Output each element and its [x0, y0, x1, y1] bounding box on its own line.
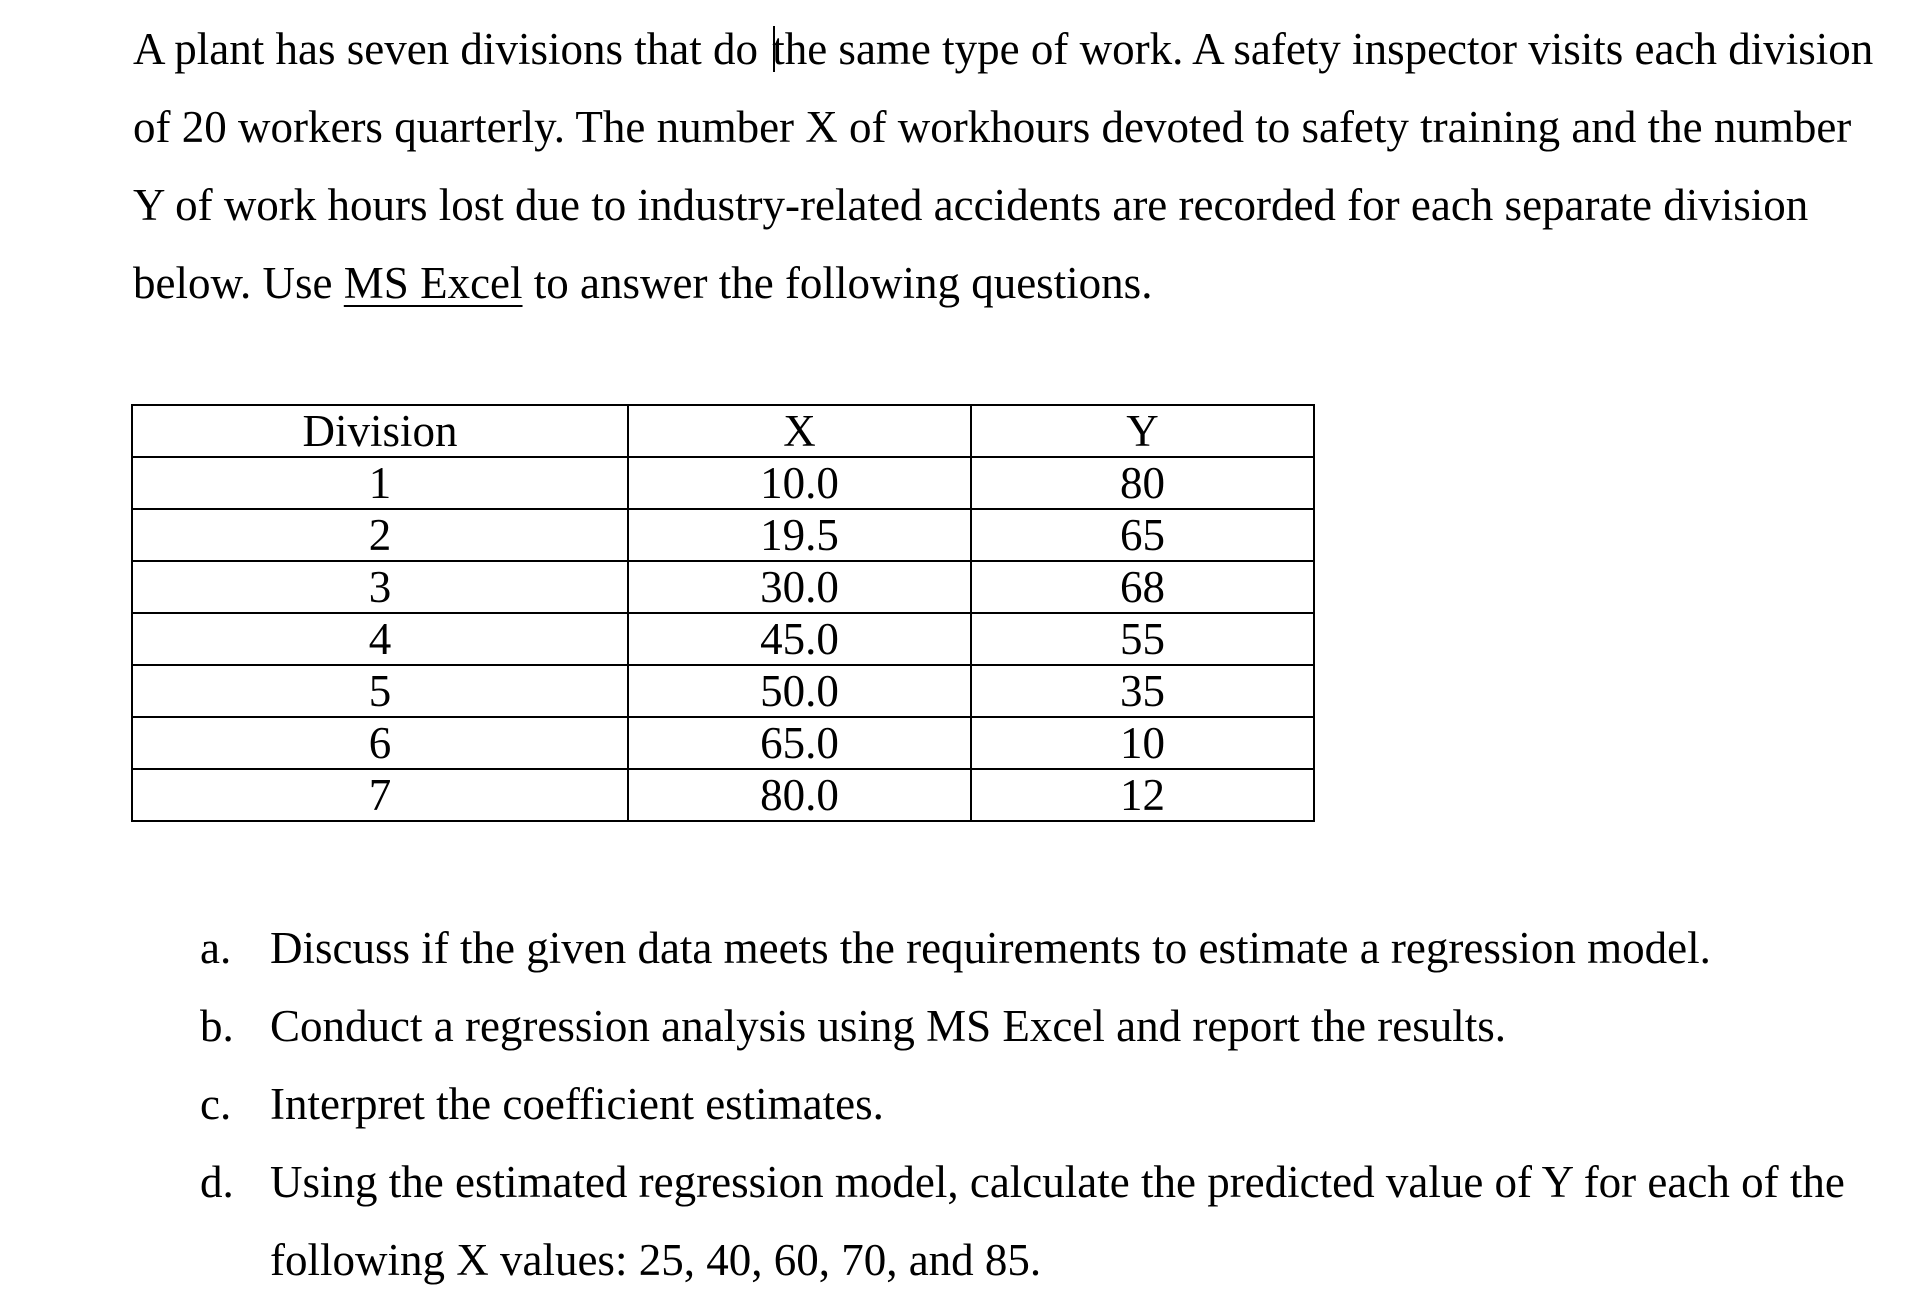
header-y: Y	[971, 405, 1314, 457]
table-row	[132, 665, 1314, 717]
cell-y: 55	[971, 613, 1314, 665]
cell-x: 10.0	[628, 457, 971, 509]
statement-line-1	[133, 10, 1913, 88]
cell-x: 30.0	[628, 561, 971, 613]
cell-y: 68	[971, 561, 1314, 613]
question-text: following X values: 25, 40, 60, 70, and 85.	[270, 1235, 1042, 1285]
cell-y: 80	[971, 457, 1314, 509]
cell-division: 2	[132, 509, 628, 561]
header-x: X	[628, 405, 971, 457]
problem-statement	[133, 10, 1913, 322]
cell-y: 12	[971, 769, 1314, 821]
cell-x: 19.5	[628, 509, 971, 561]
cell-division: 3	[132, 561, 628, 613]
question-d	[200, 1143, 1910, 1221]
table-header-row	[132, 405, 1314, 457]
statement-line-3: Y of work hours lost due to industry-related accidents are recorded for each separate division	[133, 180, 1809, 230]
cell-y: 35	[971, 665, 1314, 717]
table-row	[132, 769, 1314, 821]
table-row	[132, 509, 1314, 561]
cell-x: 65.0	[628, 717, 971, 769]
statement-line-2: of 20 workers quarterly. The number X of workhours devoted to safety training and the number	[133, 102, 1852, 152]
question-letter: b.	[200, 1001, 234, 1051]
table-header	[132, 405, 1314, 457]
table-row	[132, 717, 1314, 769]
question-letter: c.	[200, 1079, 232, 1129]
cell-x: 80.0	[628, 769, 971, 821]
question-text: Conduct a regression analysis using MS Excel and report the results.	[270, 1001, 1507, 1051]
question-letter: a.	[200, 923, 232, 973]
statement-text: to answer the following questions.	[522, 258, 1153, 308]
cell-y: 65	[971, 509, 1314, 561]
question-text: Discuss if the given data meets the requirements to estimate a regression model.	[270, 923, 1711, 973]
question-list	[200, 909, 1910, 1299]
cell-division: 4	[132, 613, 628, 665]
cell-division: 6	[132, 717, 628, 769]
question-letter: d.	[200, 1157, 234, 1207]
question-d-continuation	[200, 1221, 1910, 1299]
ms-excel-underlined-text: MS Excel	[343, 258, 523, 308]
statement-text: A plant has seven divisions that do	[133, 24, 770, 74]
table-body	[132, 457, 1314, 821]
table-row	[132, 613, 1314, 665]
cell-division: 1	[132, 457, 628, 509]
table-row	[132, 561, 1314, 613]
question-text: Using the estimated regression model, calculate the predicted value of Y for each of the	[270, 1157, 1845, 1207]
question-c	[200, 1065, 1910, 1143]
statement-line-4	[133, 244, 1913, 322]
question-a	[200, 909, 1910, 987]
cell-x: 50.0	[628, 665, 971, 717]
statement-text: below. Use	[133, 258, 344, 308]
question-b	[200, 987, 1910, 1065]
question-text: Interpret the coefficient estimates.	[270, 1079, 884, 1129]
cell-y: 10	[971, 717, 1314, 769]
data-table	[131, 404, 1315, 822]
table-row	[132, 457, 1314, 509]
cell-division: 7	[132, 769, 628, 821]
header-division: Division	[132, 405, 628, 457]
cell-x: 45.0	[628, 613, 971, 665]
cell-division: 5	[132, 665, 628, 717]
statement-text: the same type of work. A safety inspector visits each division	[772, 24, 1874, 74]
